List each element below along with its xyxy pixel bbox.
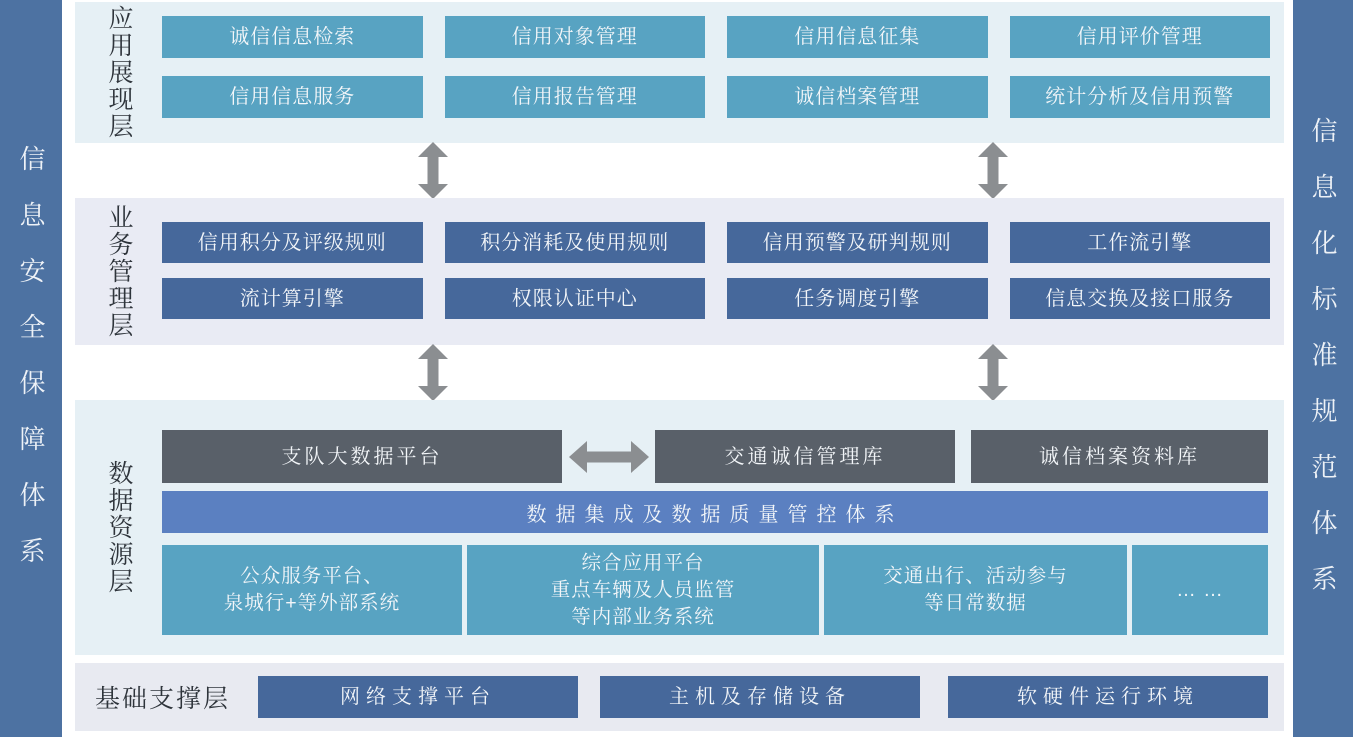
horizontal-arrow-slot <box>562 430 655 483</box>
source-box <box>467 545 819 635</box>
biz-box: 权限认证中心 <box>445 278 706 319</box>
security-pillar <box>0 0 62 737</box>
standards-pillar-label: 信息化标准规范体系 <box>1308 116 1338 621</box>
layer-business-label: 业务管理层 <box>105 204 133 339</box>
app-box: 信用评价管理 <box>1010 16 1271 58</box>
layer-foundation <box>75 663 1284 731</box>
layer-foundation-label: 基础支撑层 <box>95 685 231 713</box>
vertical-double-arrow-icon <box>418 142 448 199</box>
biz-box: 流计算引擎 <box>162 278 423 319</box>
vertical-double-arrow-icon <box>978 142 1008 199</box>
app-box: 信用报告管理 <box>445 76 706 118</box>
vertical-double-arrow-icon <box>418 344 448 401</box>
source-line: 综合应用平台 <box>581 551 705 574</box>
app-box: 诚信档案管理 <box>727 76 988 118</box>
application-box-grid <box>162 16 1270 118</box>
source-line: 重点车辆及人员监管 <box>550 578 736 601</box>
foundation-box: 主机及存储设备 <box>600 676 920 718</box>
layer-business <box>75 198 1284 345</box>
source-line: 等内部业务系统 <box>571 605 715 628</box>
data-integration-band: 数据集成及数据质量管控体系 <box>162 491 1268 533</box>
source-box <box>824 545 1127 635</box>
biz-box: 工作流引擎 <box>1010 222 1271 263</box>
source-box-ellipsis <box>1132 545 1268 635</box>
biz-box: 信息交换及接口服务 <box>1010 278 1271 319</box>
foundation-box: 网络支撑平台 <box>258 676 578 718</box>
biz-box: 信用积分及评级规则 <box>162 222 423 263</box>
layer-data-label: 数据资源层 <box>105 460 133 595</box>
biz-box: 信用预警及研判规则 <box>727 222 988 263</box>
horizontal-double-arrow-icon <box>569 441 649 473</box>
layer-application <box>75 2 1284 143</box>
source-line: … … <box>1176 578 1224 601</box>
db-box: 支队大数据平台 <box>162 430 562 483</box>
app-box: 信用信息服务 <box>162 76 423 118</box>
db-box: 诚信档案资料库 <box>971 430 1268 483</box>
source-line: 等日常数据 <box>924 592 1027 614</box>
standards-pillar <box>1293 0 1353 737</box>
layer-data <box>75 400 1284 655</box>
security-pillar-label: 信息安全保障体系 <box>16 144 46 593</box>
app-box: 信用信息征集 <box>727 16 988 58</box>
app-box: 诚信信息检索 <box>162 16 423 58</box>
source-line: 泉城行+等外部系统 <box>223 592 401 614</box>
app-box: 统计分析及信用预警 <box>1010 76 1271 118</box>
biz-box: 积分消耗及使用规则 <box>445 222 706 263</box>
source-box <box>162 545 462 635</box>
business-box-grid <box>162 222 1270 319</box>
biz-box: 任务调度引擎 <box>727 278 988 319</box>
database-row <box>162 430 1268 483</box>
db-box: 交通诚信管理库 <box>655 430 955 483</box>
source-line: 交通出行、活动参与 <box>883 565 1068 587</box>
source-line: 公众服务平台、 <box>240 565 384 587</box>
vertical-double-arrow-icon <box>978 344 1008 401</box>
layer-application-label: 应用展现层 <box>105 5 133 140</box>
foundation-box: 软硬件运行环境 <box>948 676 1268 718</box>
data-source-row <box>162 545 1268 635</box>
app-box: 信用对象管理 <box>445 16 706 58</box>
